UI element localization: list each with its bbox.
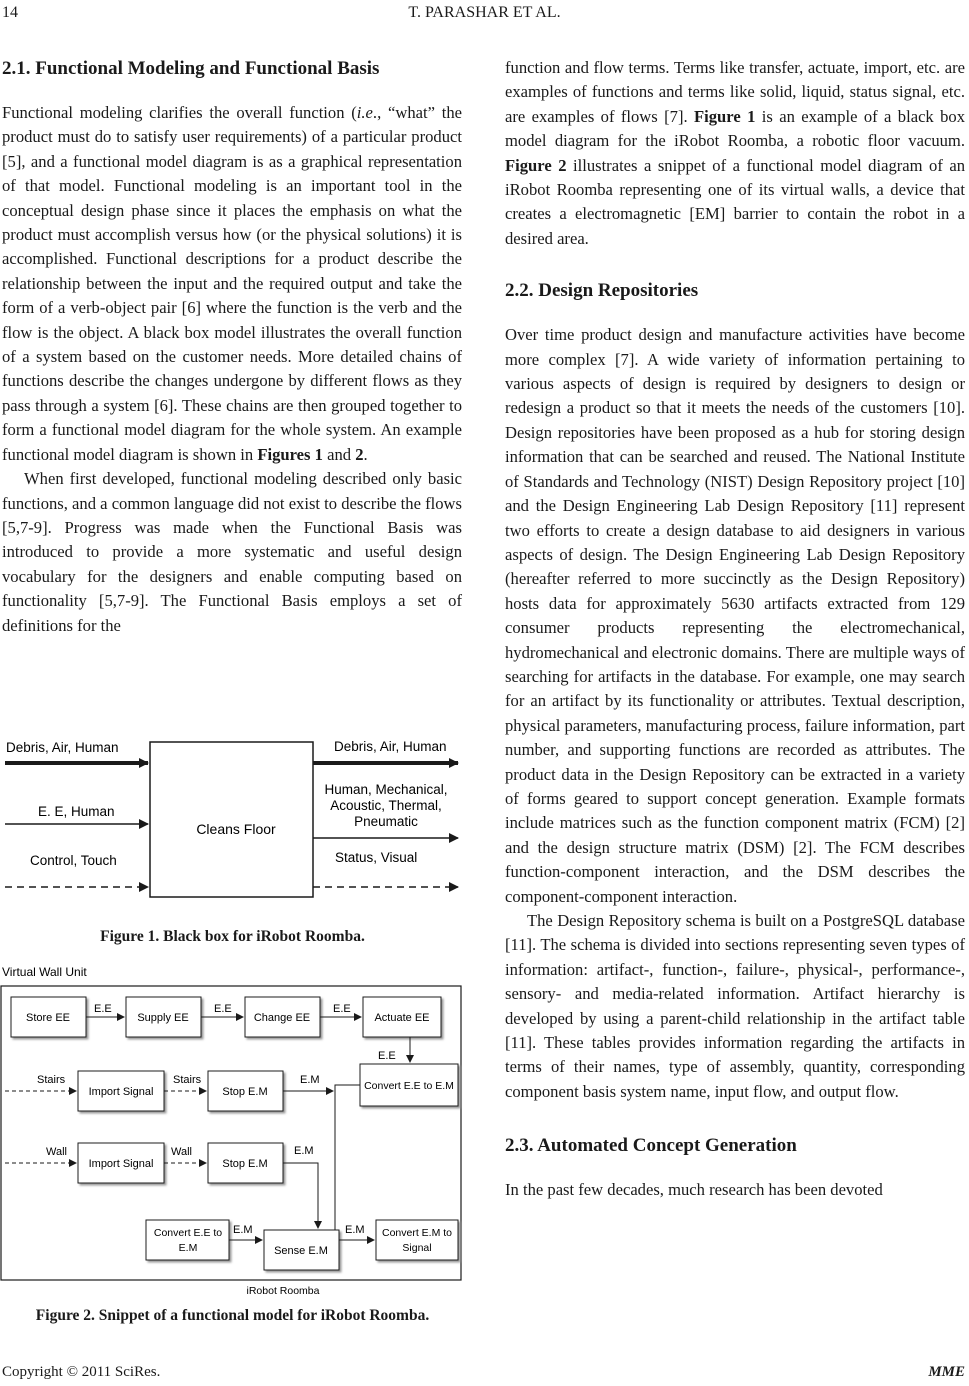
paragraph-functional-modeling: Functional modeling clarifies the overall function (i.e., “what” the product must do to satisfy user requirements) of a particular product [5], and a functional model diagram is as a graphical representation of that model. Functional modeling is an important tool in the conceptual design phase since it places the emphasis on what the product must accomplish versus how (or the physical solutions) it is accomplished. Functional descriptions for a product describe the relationship between the input and the required output and take the form of a verb-object pair [6] where the function is the verb and the flow is the object. A black box model illustrates the overall function of a system based on the customer needs. More detailed chains of functions describe the changes undergone by different flows as they pass through a system [6]. These chains are then grouped together to form a functional model diagram for the whole system. An example functional model diagram is shown in Figures 1 and 2. <box>2 103 462 464</box>
paragraph-automated-concept-generation: In the past few decades, much research has been devoted <box>505 1180 883 1200</box>
figure-1-caption: Figure 1. Black box for iRobot Roomba. <box>100 928 365 945</box>
output-energy-label-3: Pneumatic <box>354 814 418 829</box>
input-material-label: Debris, Air, Human <box>6 740 119 755</box>
section-heading-2-1: 2.1. Functional Modeling and Functional Basis <box>2 58 380 79</box>
svg-text:E.M: E.M <box>233 1224 253 1236</box>
svg-text:E.E: E.E <box>214 1003 232 1015</box>
figure-2-functional-model <box>0 958 470 1303</box>
svg-text:Wall: Wall <box>46 1146 67 1158</box>
output-energy-label-2: Acoustic, Thermal, <box>330 798 442 813</box>
virtual-wall-unit-label: Virtual Wall Unit <box>2 965 87 979</box>
svg-text:Convert E.M to: Convert E.M to <box>381 1227 453 1239</box>
svg-text:Convert E.E to E.M: Convert E.E to E.M <box>364 1080 454 1092</box>
footer-journal: MME <box>928 1364 965 1380</box>
svg-text:E.M: E.M <box>294 1145 314 1157</box>
irobot-roomba-label: iRobot Roomba <box>246 1285 320 1297</box>
svg-text:Wall: Wall <box>171 1146 192 1158</box>
output-signal-label: Status, Visual <box>335 850 418 865</box>
left-column <box>2 56 462 638</box>
running-title: T. PARASHAR ET AL. <box>408 4 561 21</box>
svg-text:Stairs: Stairs <box>173 1074 202 1086</box>
figure-1-black-box-diagram <box>0 732 465 902</box>
paragraph-design-repositories: Over time product design and manufacture activities have become more complex [7]. A wide variety of information pertaining to various aspects of design is required by designers to design or redesign a product so that it meets the needs of the customers [10]. Design repositories have been proposed as a hub for storing design information that can be searched and reused. The National Institute of Standards and Technology (NIST) Design Repository project [10] and the Design Engineering Lab Design Repository [11] represent two efforts to create a design database to aid designers in various aspects of design. The Design Engineering Lab Design Repository (hereafter referred to more succinctly as the Design Repository) hosts data for approximately 5630 artifacts extracted from 129 consumer products representing the electromechanical, hydromechanical and electronic domains. There are multiple ways of searching for artifacts in the database. For example, one may search for an artifact by its functionality or attributes. Textual description, physical parameters, manufacturing process, failure information, part number, and supporting functions are recorded as attributes. The product data in the Design Repository can be extracted in a variety of forms geared to support concept generation. Example formats include matrices such as the function component matrix (FCM) [2] and the design structure matrix (DSM) [2]. The FCM describes function-component interaction, and the DSM describes the component-component interaction. <box>505 325 965 906</box>
svg-text:Signal: Signal <box>402 1242 432 1254</box>
svg-text:E.M: E.M <box>300 1074 320 1086</box>
svg-text:Change EE: Change EE <box>253 1012 311 1024</box>
section-heading-2-2: 2.2. Design Repositories <box>505 280 699 302</box>
svg-text:E.E: E.E <box>333 1003 351 1015</box>
svg-text:E.M: E.M <box>345 1224 365 1236</box>
svg-text:Actuate EE: Actuate EE <box>374 1012 430 1024</box>
figure-2-caption: Figure 2. Snippet of a functional model for iRobot Roomba. <box>35 1307 430 1324</box>
svg-text:E.E: E.E <box>94 1003 112 1015</box>
svg-text:Import Signal: Import Signal <box>88 1086 154 1098</box>
section-heading-2-3: 2.3. Automated Concept Generation <box>505 1135 797 1157</box>
svg-text:Import Signal: Import Signal <box>88 1158 154 1170</box>
right-column <box>505 56 965 1203</box>
svg-text:E.E: E.E <box>378 1050 396 1062</box>
cleans-floor-label: Cleans Floor <box>196 821 276 837</box>
svg-text:Supply EE: Supply EE <box>137 1012 189 1024</box>
page-number: 14 <box>2 4 18 21</box>
paragraph-functional-basis: When first developed, functional modeling described only basic functions, and a common language did not exist to describe the flows [5,7-9]. Progress was made when the Functional Basis was introduced to provide a more systematic and useful design vocabulary for the designers and enable computing based on functionality [5,7-9]. The Functional Basis employs a set of definitions for the <box>2 469 462 635</box>
svg-text:Store EE: Store EE <box>25 1012 71 1024</box>
output-material-label: Debris, Air, Human <box>334 739 447 754</box>
convert-em-to-signal-box <box>376 1220 458 1260</box>
output-energy-label-1: Human, Mechanical, <box>324 782 448 797</box>
paragraph-functional-basis-cont: function and flow terms. Terms like transfer, actuate, import, etc. are examples of functions and terms like solid, liquid, status signal, etc. are examples of flows [7]. Figure 1 is an example of a black box model diagram for the iRobot Roomba, a robotic floor vacuum. Figure 2 illustrates a snippet of a functional model diagram of an iRobot Roomba representing one of its virtual walls, a device that creates a electromagnetic [EM] barrier to contain the robot in a desired area. <box>505 58 966 248</box>
cleans-floor-box <box>150 742 313 897</box>
svg-text:E.M: E.M <box>178 1242 198 1254</box>
svg-text:Stop E.M: Stop E.M <box>222 1086 268 1098</box>
paragraph-schema: The Design Repository schema is built on a PostgreSQL database [11]. The schema is divided into sections representing seven types of information: artifact-, function-, failure-, physical-, performance-, sensory- and media-related information. Artifact hierarchy is developed by using a parent-child relationship in the artifact table [11]. These tables provides information regarding the artifacts in terms of their names, type of assembly, quantity, corresponding component basis system name, input flow, and output flow. <box>505 911 965 1101</box>
svg-text:Convert E.E to: Convert E.E to <box>153 1227 223 1239</box>
input-energy-label: E. E, Human <box>38 804 115 819</box>
input-signal-label: Control, Touch <box>30 853 117 868</box>
svg-text:Stop E.M: Stop E.M <box>222 1158 268 1170</box>
svg-text:Sense E.M: Sense E.M <box>274 1245 328 1257</box>
convert-ee-to-em-box-2 <box>146 1220 229 1260</box>
footer-copyright: Copyright © 2011 SciRes. <box>2 1364 161 1380</box>
svg-text:Stairs: Stairs <box>37 1074 66 1086</box>
